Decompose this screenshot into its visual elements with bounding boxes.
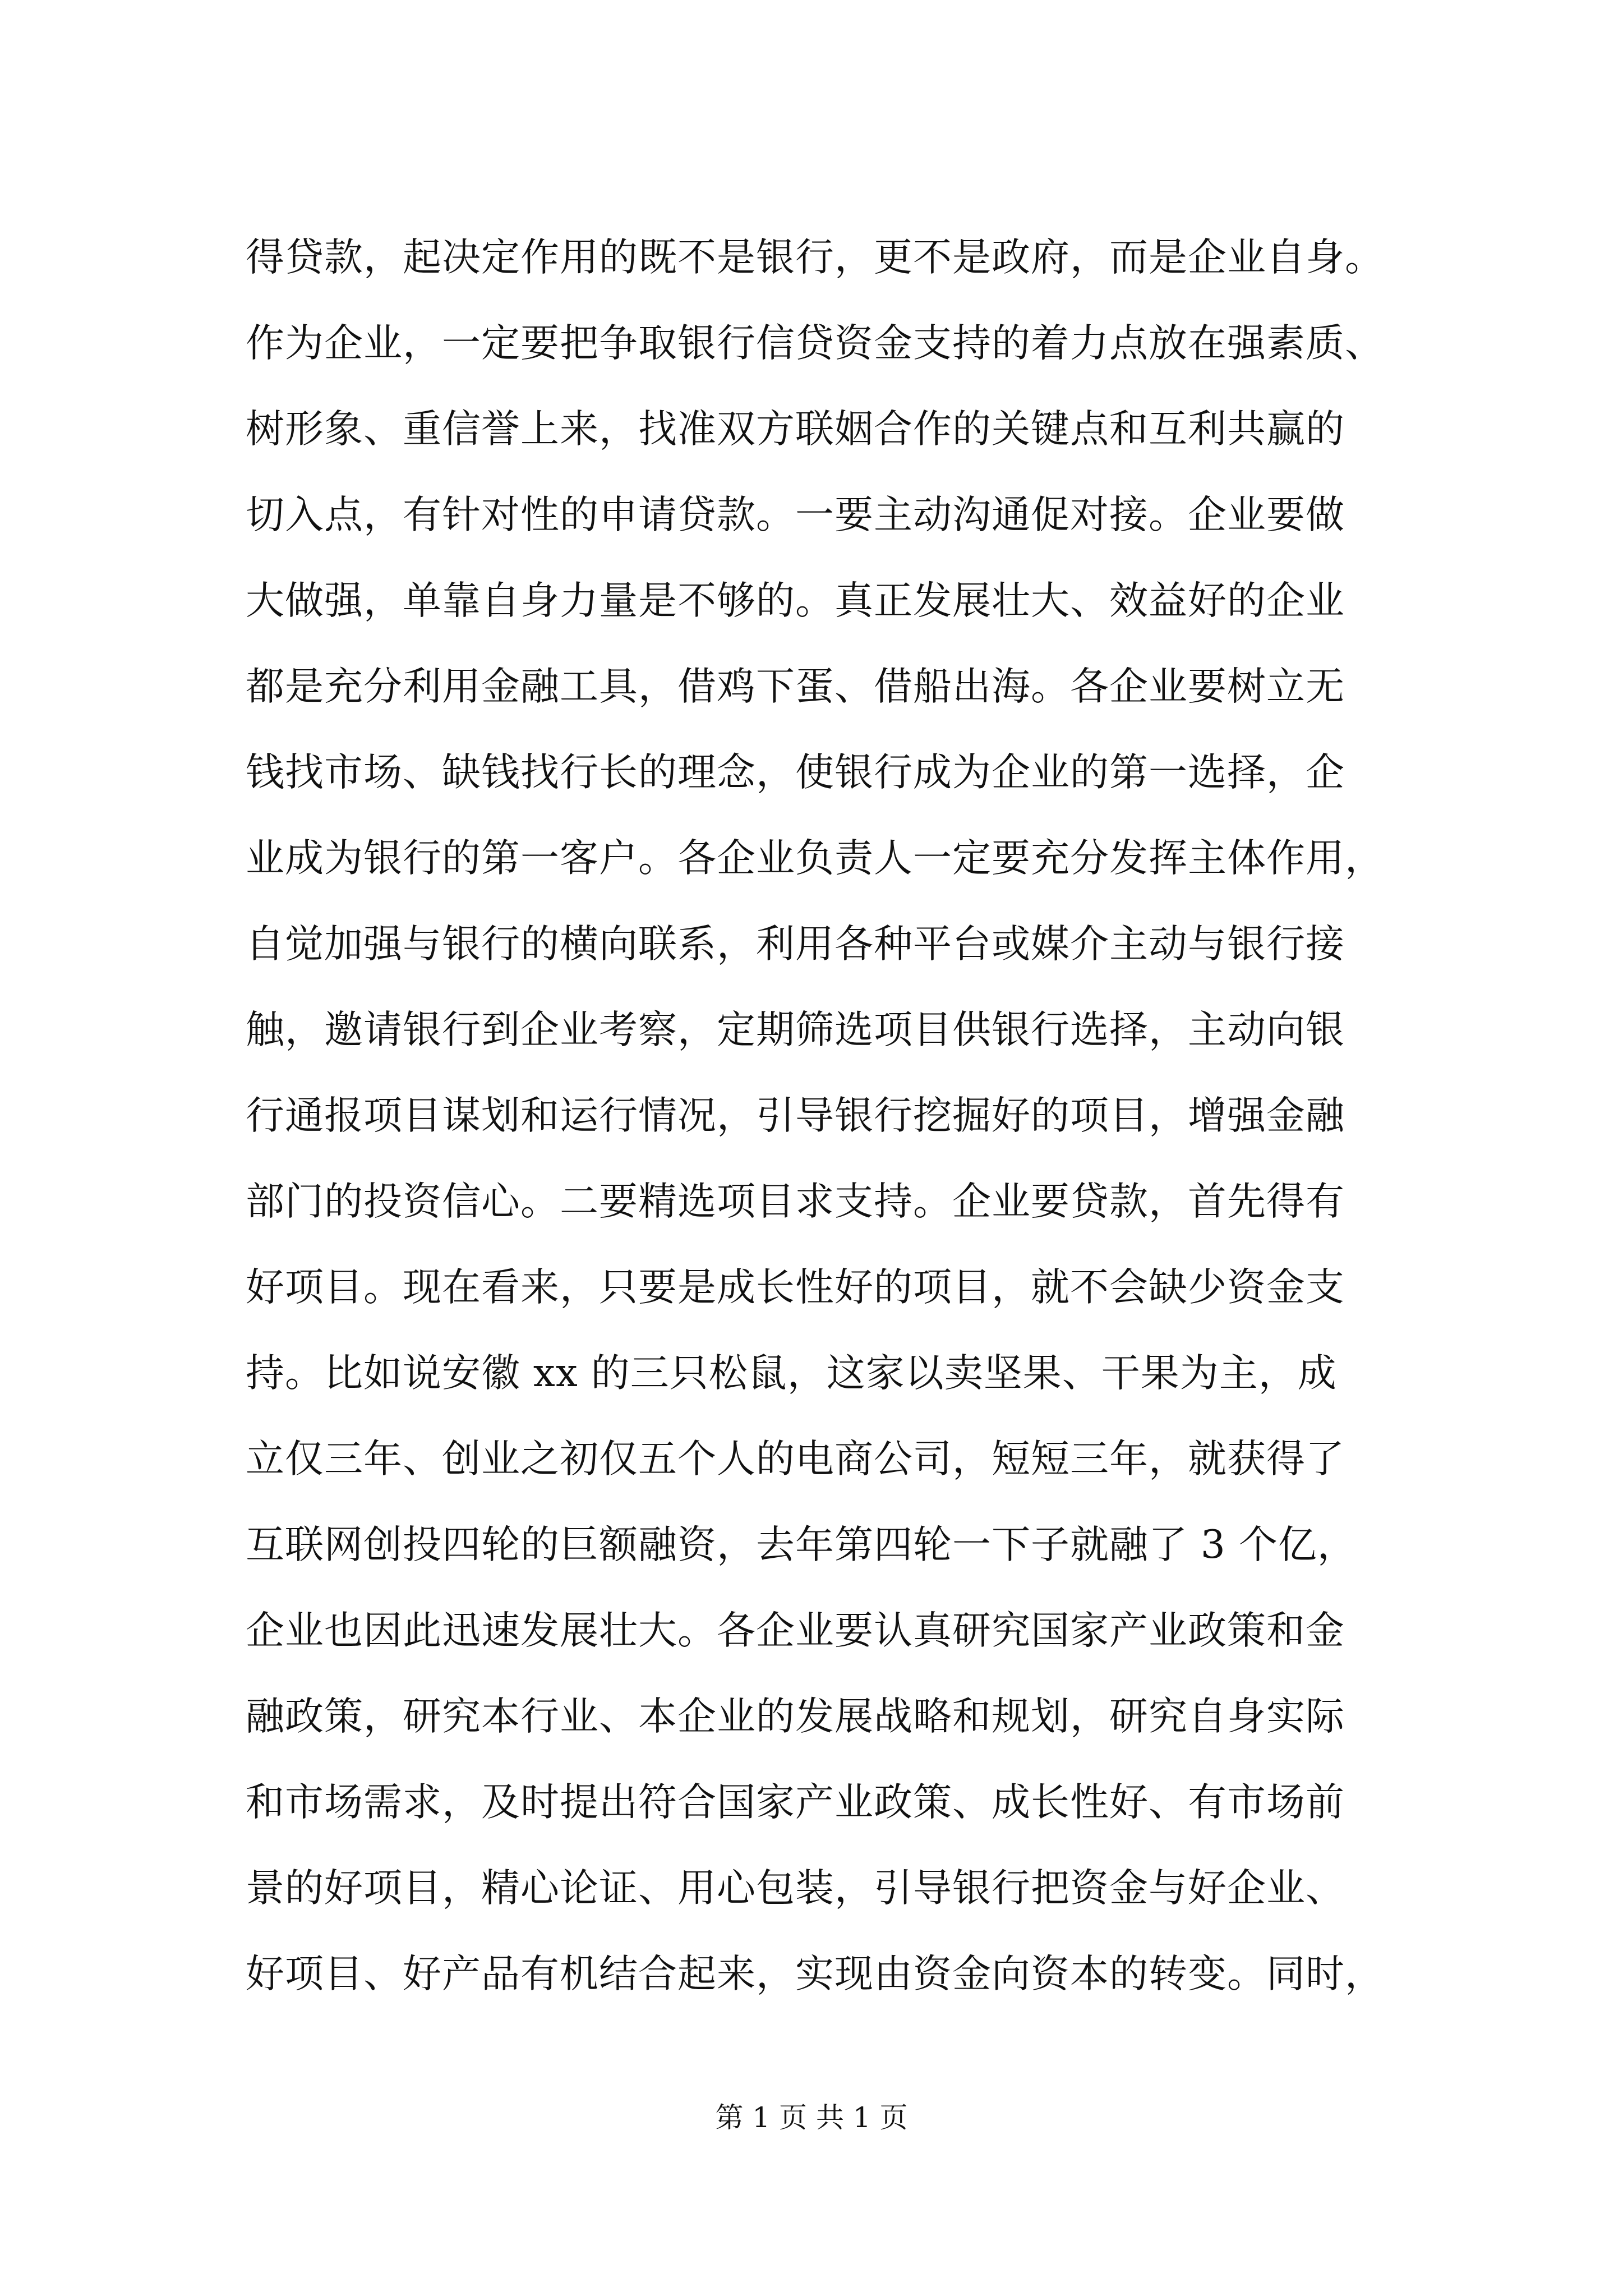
text-line: 好项目。现在看来，只要是成长性好的项目，就不会缺少资金支 [246,1265,1345,1310]
text-line: 好项目、好产品有机结合起来，实现由资金向资本的转变。同时， [246,1952,1384,1996]
text-line: 互联网创投四轮的巨额融资，去年第四轮一下子就融了 3 个亿， [246,1522,1357,1567]
page-footer [0,2101,1623,2134]
text-line: 业成为银行的第一客户。各企业负责人一定要充分发挥主体作用， [246,836,1384,881]
text-line: 和市场需求，及时提出符合国家产业政策、成长性好、有市场前 [246,1780,1345,1825]
text-line: 自觉加强与银行的横向联系，利用各种平台或媒介主动与银行接 [246,922,1345,967]
text-line: 立仅三年、创业之初仅五个人的电商公司，短短三年，就获得了 [246,1437,1345,1481]
page-number: 第 1 页 共 1 页 [715,2101,908,2134]
text-line: 企业也因此迅速发展壮大。各企业要认真研究国家产业政策和金 [246,1608,1345,1653]
text-line: 作为企业，一定要把争取银行信贷资金支持的着力点放在强素质、 [246,321,1384,366]
text-line: 融政策，研究本行业、本企业的发展战略和规划，研究自身实际 [246,1694,1345,1739]
text-line: 切入点，有针对性的申请贷款。一要主动沟通促对接。企业要做 [246,493,1345,537]
text-line: 大做强，单靠自身力量是不够的。真正发展壮大、效益好的企业 [246,578,1345,623]
text-line: 树形象、重信誉上来，找准双方联姻合作的关键点和互利共赢的 [246,407,1345,452]
text-line: 行通报项目谋划和运行情况，引导银行挖掘好的项目，增强金融 [246,1093,1345,1138]
text-line: 触，邀请银行到企业考察，定期筛选项目供银行选择，主动向银 [246,1007,1345,1052]
text-line: 部门的投资信心。二要精选项目求支持。企业要贷款，首先得有 [246,1179,1345,1224]
text-line: 钱找市场、缺钱找行长的理念，使银行成为企业的第一选择，企 [246,750,1345,795]
body-text [246,215,1479,2017]
text-line: 得贷款，起决定作用的既不是银行，更不是政府，而是企业自身。 [246,235,1384,280]
text-line: 景的好项目，精心论证、用心包装，引导银行把资金与好企业、 [246,1866,1345,1911]
text-line: 持。比如说安徽 xx 的三只松鼠，这家以卖坚果、干果为主，成 [246,1351,1337,1396]
text-line: 都是充分利用金融工具，借鸡下蛋、借船出海。各企业要树立无 [246,664,1345,709]
